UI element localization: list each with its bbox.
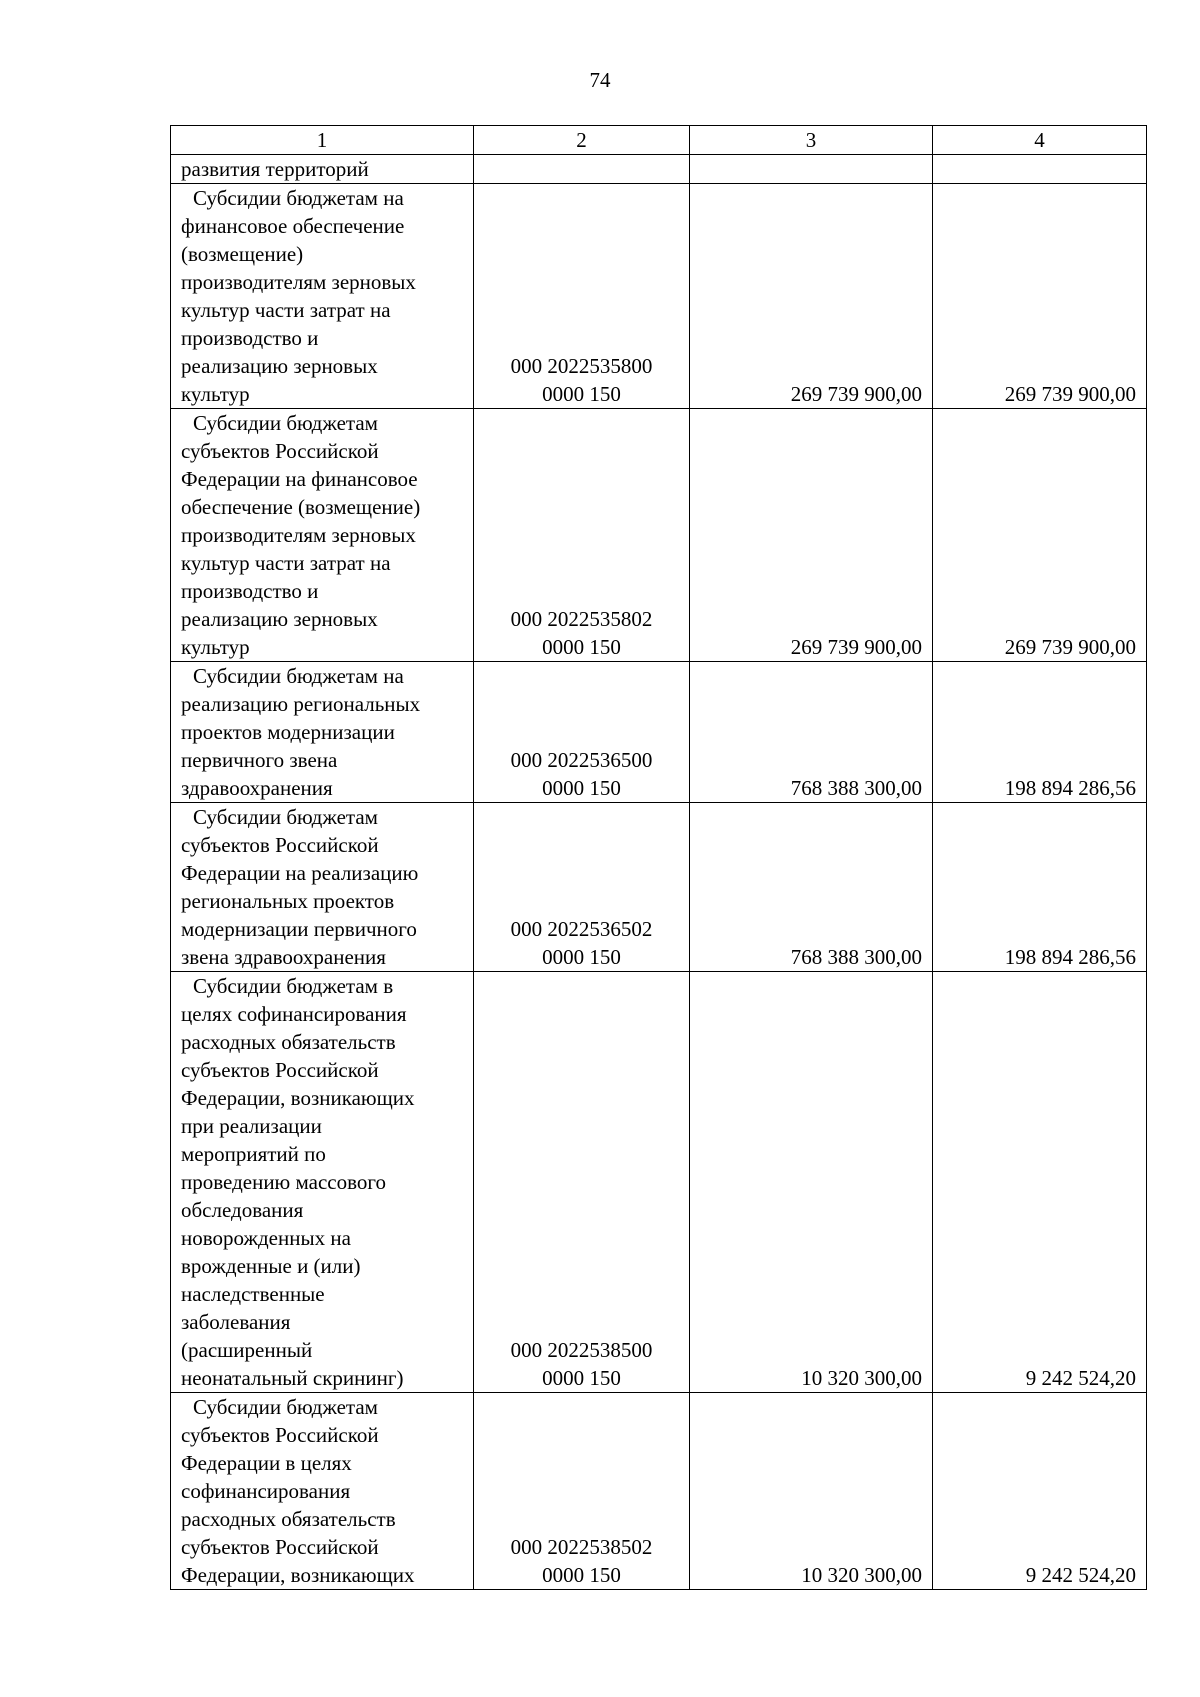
row-value-col4: 198 894 286,56 bbox=[933, 662, 1147, 803]
row-code: 000 2022535800 0000 150 bbox=[474, 184, 690, 409]
row-value-col3: 10 320 300,00 bbox=[690, 972, 933, 1393]
row-name: Субсидии бюджетам субъектов Российской Федерации на финансовое обеспечение (возмещение) производителям зерновых культур части затрат на производство и реализацию зерновых культур bbox=[171, 409, 474, 662]
row-code: 000 2022538500 0000 150 bbox=[474, 972, 690, 1393]
row-value-col4: 9 242 524,20 bbox=[933, 972, 1147, 1393]
table-row bbox=[171, 803, 1147, 972]
table-row bbox=[171, 662, 1147, 803]
row-value-col4: 9 242 524,20 bbox=[933, 1393, 1147, 1590]
row-name: Субсидии бюджетам на реализацию региональных проектов модернизации первичного звена здравоохранения bbox=[171, 662, 474, 803]
table-row bbox=[171, 1393, 1147, 1590]
table-row bbox=[171, 184, 1147, 409]
table-row bbox=[171, 409, 1147, 662]
row-value-col4 bbox=[933, 155, 1147, 184]
row-value-col3: 269 739 900,00 bbox=[690, 184, 933, 409]
row-name: Субсидии бюджетам в целях софинансирования расходных обязательств субъектов Российской Федерации, возникающих при реализации мероприятий по проведению массового обследования новорожденных на врожденные и (или) наследственные заболевания (расширенный неонатальный скрининг) bbox=[171, 972, 474, 1393]
row-name: Субсидии бюджетам субъектов Российской Федерации в целях софинансирования расходных обязательств субъектов Российской Федерации, возникающих bbox=[171, 1393, 474, 1590]
row-value-col3: 768 388 300,00 bbox=[690, 662, 933, 803]
budget-table bbox=[170, 125, 1147, 1590]
table-row bbox=[171, 972, 1147, 1393]
header-cell: 2 bbox=[474, 126, 690, 155]
row-code: 000 2022536502 0000 150 bbox=[474, 803, 690, 972]
table-row bbox=[171, 155, 1147, 184]
row-value-col3 bbox=[690, 155, 933, 184]
header-cell: 3 bbox=[690, 126, 933, 155]
header-cell: 1 bbox=[171, 126, 474, 155]
table-header-row bbox=[171, 126, 1147, 155]
row-name: Субсидии бюджетам субъектов Российской Федерации на реализацию региональных проектов модернизации первичного звена здравоохранения bbox=[171, 803, 474, 972]
header-cell: 4 bbox=[933, 126, 1147, 155]
row-value-col4: 269 739 900,00 bbox=[933, 184, 1147, 409]
page-number: 74 bbox=[589, 68, 611, 92]
row-name: Субсидии бюджетам на финансовое обеспечение (возмещение) производителям зерновых культур части затрат на производство и реализацию зерновых культур bbox=[171, 184, 474, 409]
row-code: 000 2022538502 0000 150 bbox=[474, 1393, 690, 1590]
row-code: 000 2022535802 0000 150 bbox=[474, 409, 690, 662]
row-value-col4: 198 894 286,56 bbox=[933, 803, 1147, 972]
row-value-col3: 768 388 300,00 bbox=[690, 803, 933, 972]
row-code bbox=[474, 155, 690, 184]
row-value-col3: 10 320 300,00 bbox=[690, 1393, 933, 1590]
row-code: 000 2022536500 0000 150 bbox=[474, 662, 690, 803]
row-name: развития территорий bbox=[171, 155, 474, 184]
row-value-col3: 269 739 900,00 bbox=[690, 409, 933, 662]
row-value-col4: 269 739 900,00 bbox=[933, 409, 1147, 662]
